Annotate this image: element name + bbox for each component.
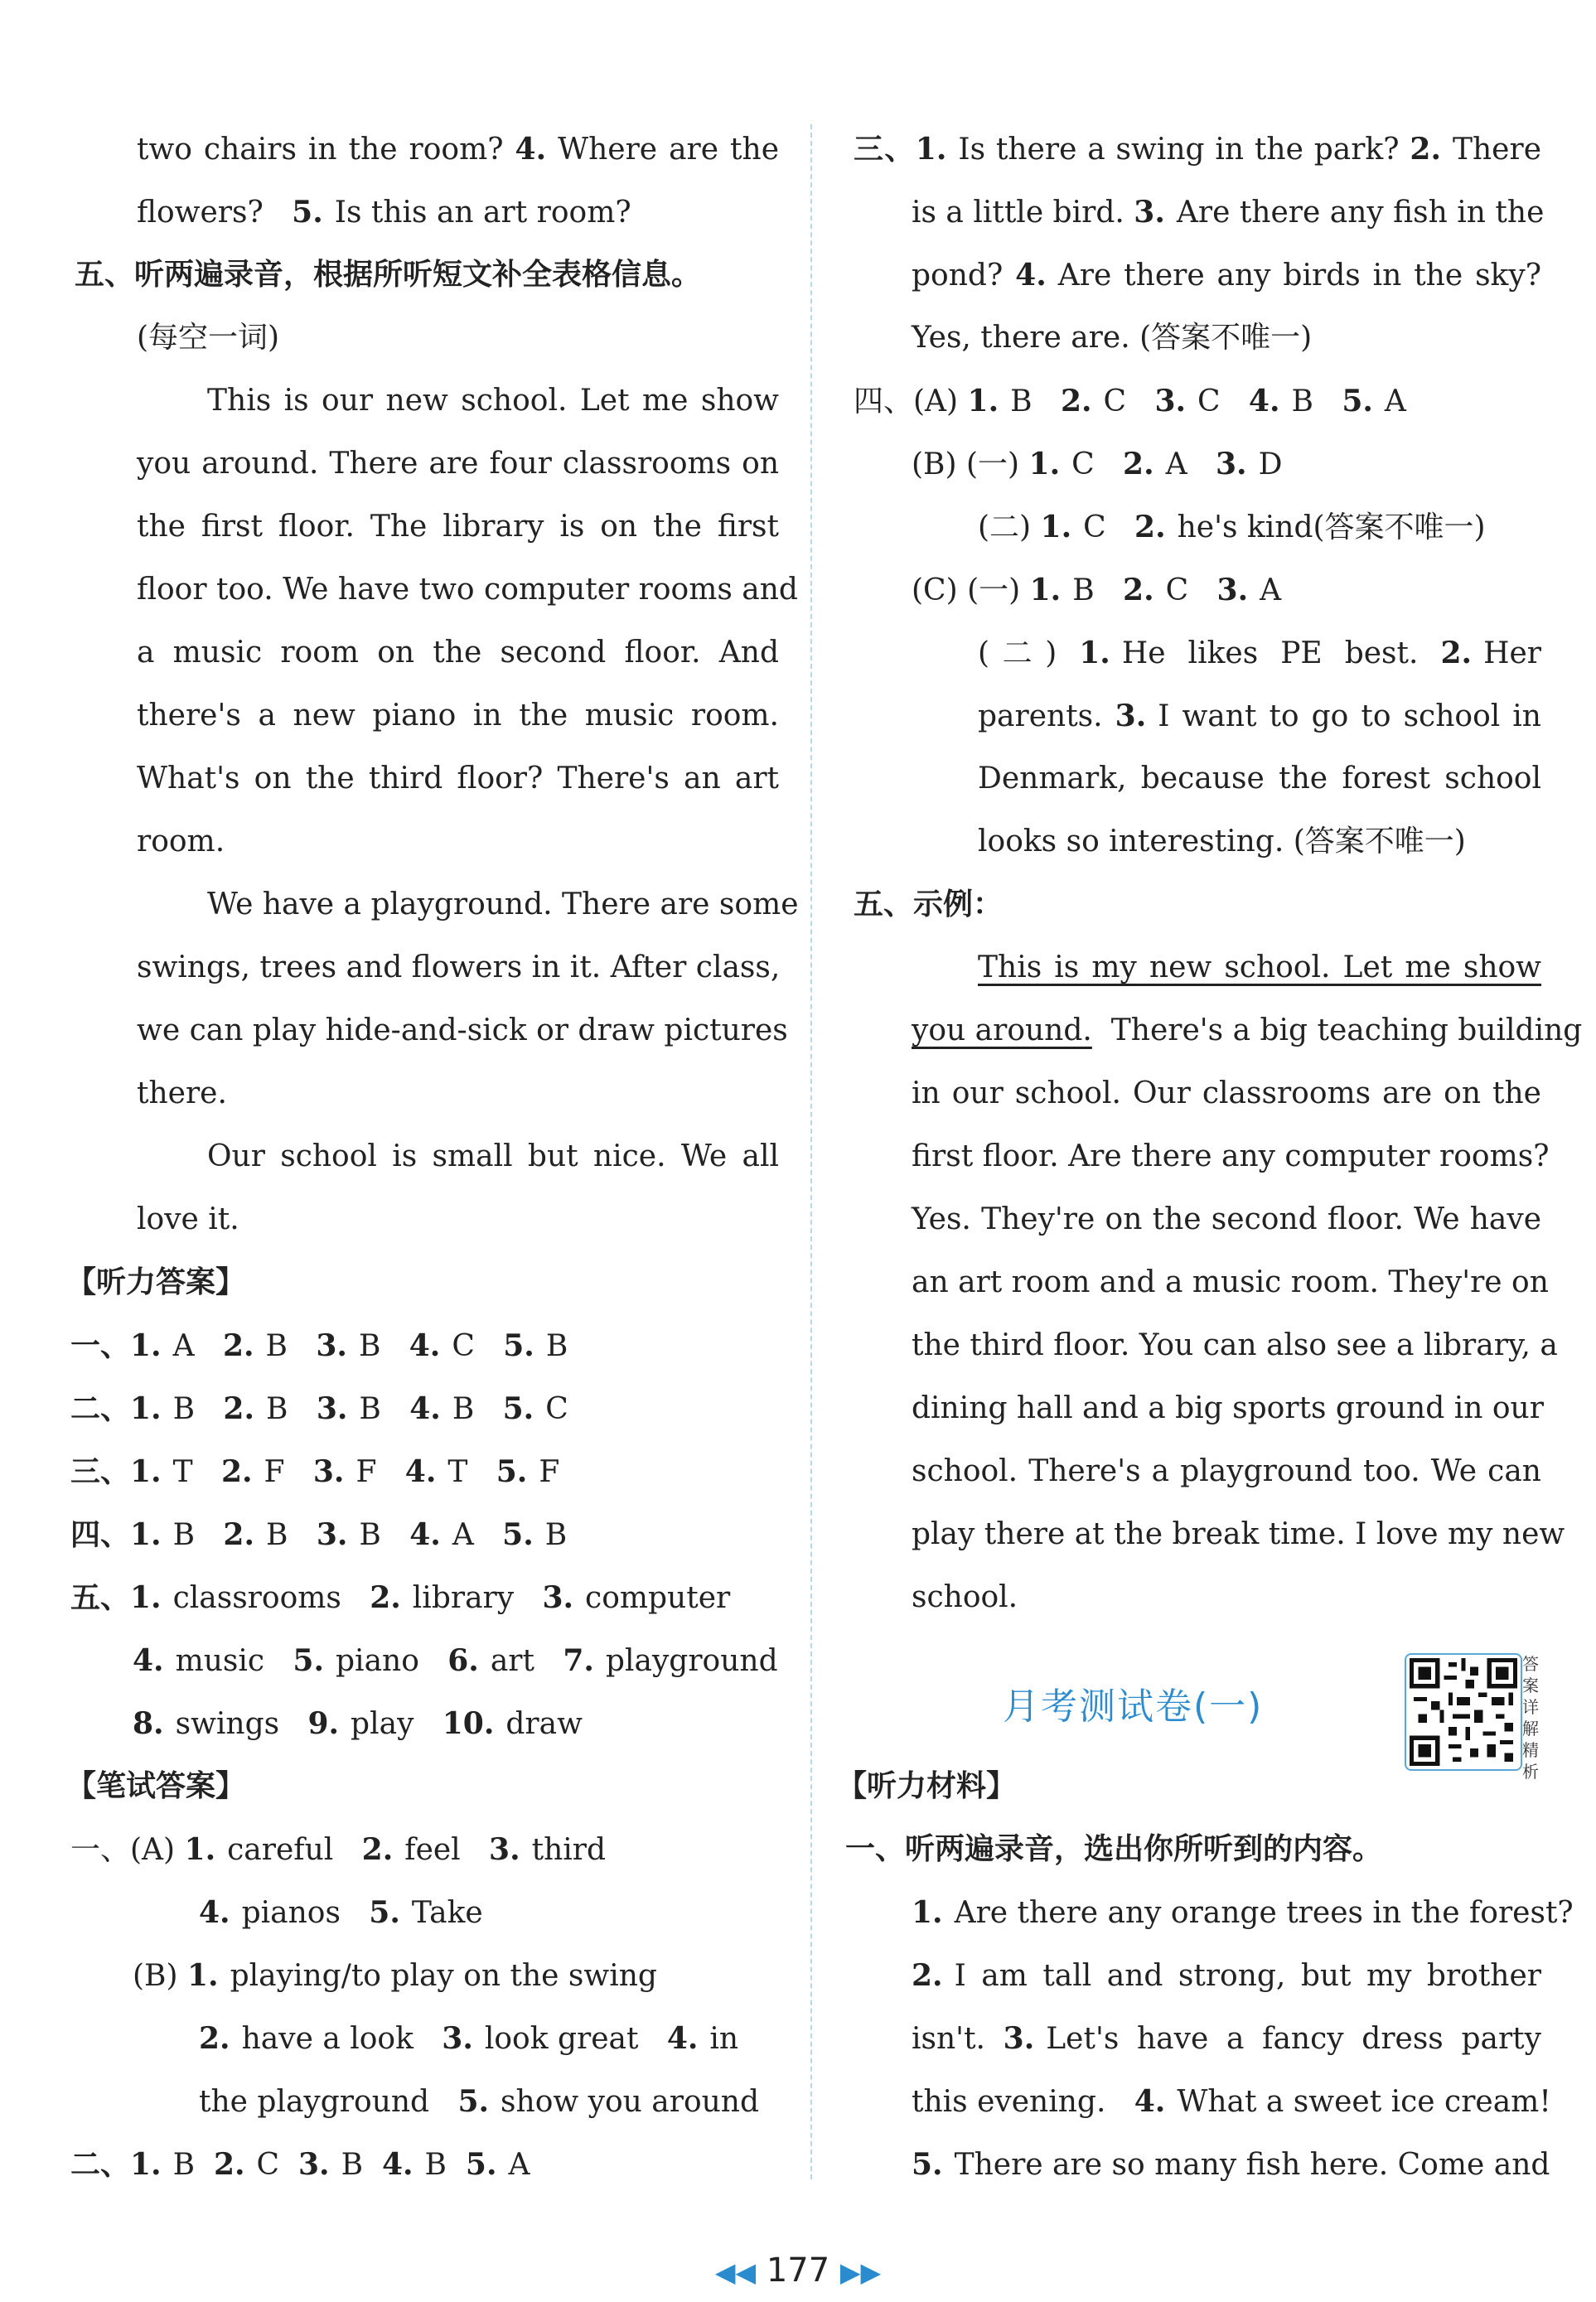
paragraph-line: floor too. We have two computer rooms and: [137, 573, 798, 607]
page-navigation: [0, 2250, 1596, 2291]
section-heading: 五、听两遍录音，根据所听短文补全表格信息。: [75, 258, 702, 292]
answer-row: 8. swings 9. play 10. draw: [133, 1706, 583, 1741]
sample-line: school. There's a playground too. We can: [912, 1454, 1541, 1488]
paragraph-line: This is our new school. Let me show: [207, 384, 779, 418]
sample-line: the third floor. You can also see a library, a: [912, 1328, 1558, 1362]
answer-line: (C) (一) 1. B 2. C 3. A: [912, 573, 1282, 607]
answer-line: is a little bird. 3. Are there any fish in the: [912, 195, 1545, 230]
answer-line: parents. 3. I want to go to school in: [978, 699, 1541, 733]
question-line: isn't. 3. Let's have a fancy dress party: [912, 2021, 1541, 2056]
section-heading: 五、示例：: [854, 887, 1004, 921]
paragraph-line: there's a new piano in the music room.: [137, 699, 779, 733]
sample-line: an art room and a music room. They're on: [912, 1265, 1549, 1299]
sample-line: dining hall and a big sports ground in our: [912, 1391, 1544, 1425]
answer-row: 二、1. B 2. C 3. B 4. B 5. A: [70, 2147, 530, 2182]
sample-line: in our school. Our classrooms are on the: [912, 1076, 1541, 1110]
listening-material-title: 【听力材料】: [837, 1769, 1017, 1803]
page-number: 177: [766, 2251, 830, 2290]
answer-line: (B) (一) 1. C 2. A 3. D: [912, 447, 1283, 481]
sample-line: first floor. Are there any computer rooms?: [912, 1139, 1550, 1173]
sample-line: play there at the break time. I love my new: [912, 1517, 1565, 1551]
answer-row: 4. music 5. piano 6. art 7. playground: [133, 1643, 778, 1678]
answer-row: 四、1. B 2. B 3. B 4. A 5. B: [70, 1517, 568, 1552]
sample-line: you around. There's a big teaching building: [912, 1013, 1583, 1047]
paragraph-line: a music room on the second floor. And: [137, 636, 779, 670]
section-heading: 一、听两遍录音，选出你所听到的内容。: [845, 1832, 1383, 1866]
previous-page-icon[interactable]: ◀◀: [714, 2256, 757, 2288]
paragraph-line: love it.: [137, 1202, 239, 1236]
answer-row: 三、1. T 2. F 3. F 4. T 5. F: [70, 1454, 560, 1489]
answer-row: the playground 5. show you around: [199, 2084, 760, 2119]
answer-row: 一、1. A 2. B 3. B 4. C 5. B: [70, 1328, 568, 1363]
question-line: 5. There are so many fish here. Come and: [912, 2147, 1550, 2182]
answer-row: 二、1. B 2. B 3. B 4. B 5. C: [70, 1391, 568, 1426]
paragraph-line: room.: [137, 825, 225, 858]
question-line: 1. Are there any orange trees in the forest?: [912, 1895, 1574, 1930]
paragraph-line: Our school is small but nice. We all: [207, 1139, 779, 1173]
answer-line: 三、1. Is there a swing in the park? 2. There: [854, 132, 1541, 167]
answer-row: 2. have a look 3. look great 4. in: [199, 2021, 739, 2056]
qr-code-icon: [1410, 1658, 1517, 1766]
listening-answers-title: 【听力答案】: [66, 1265, 246, 1299]
question-line: this evening. 4. What a sweet ice cream!: [912, 2084, 1551, 2119]
paragraph-line: we can play hide-and-sick or draw pictures: [137, 1013, 788, 1047]
text-line: flowers? 5. Is this an art room?: [137, 195, 631, 230]
sample-line: Yes. They're on the second floor. We have: [912, 1202, 1541, 1236]
sample-line: This is my new school. Let me show: [978, 950, 1541, 984]
answer-row: 4. pianos 5. Take: [199, 1895, 483, 1930]
paragraph-line: the first floor. The library is on the first: [137, 510, 779, 544]
next-page-icon[interactable]: ▶▶: [839, 2256, 882, 2288]
answer-line: Denmark, because the forest school: [978, 762, 1541, 796]
text-line: two chairs in the room? 4. Where are the: [137, 132, 780, 167]
paragraph-line: you around. There are four classrooms on: [137, 447, 779, 481]
qr-code[interactable]: [1405, 1653, 1522, 1771]
answer-line: Yes, there are. (答案不唯一): [912, 321, 1313, 355]
answer-line: looks so interesting. (答案不唯一): [978, 825, 1466, 858]
answer-line: (二) 1. He likes PE best. 2. Her: [978, 636, 1541, 670]
paragraph-line: We have a playground. There are some: [207, 887, 799, 921]
answer-line: 四、(A) 1. B 2. C 3. C 4. B 5. A: [854, 384, 1406, 418]
sample-line: school.: [912, 1580, 1018, 1614]
question-line: 2. I am tall and strong, but my brother: [912, 1958, 1541, 1993]
answer-row: 五、1. classrooms 2. library 3. computer: [70, 1580, 731, 1615]
paragraph-line: there.: [137, 1076, 227, 1110]
paragraph-line: swings, trees and flowers in it. After class,: [137, 950, 781, 984]
answer-line: pond? 4. Are there any birds in the sky?: [912, 258, 1541, 293]
test-section-title: 月考测试卷(一): [1003, 1685, 1264, 1728]
answer-row: 一、(A) 1. careful 2. feel 3. third: [70, 1832, 607, 1867]
qr-caption: 答案详解精析: [1522, 1654, 1539, 1782]
written-answers-title: 【笔试答案】: [66, 1769, 246, 1803]
answer-line: (二) 1. C 2. he's kind(答案不唯一): [978, 510, 1486, 544]
paragraph-line: What's on the third floor? There's an art: [137, 762, 779, 796]
section-note: (每空一词): [137, 321, 280, 355]
answer-row: (B) 1. playing/to play on the swing: [133, 1958, 657, 1993]
column-divider: [810, 124, 812, 2179]
